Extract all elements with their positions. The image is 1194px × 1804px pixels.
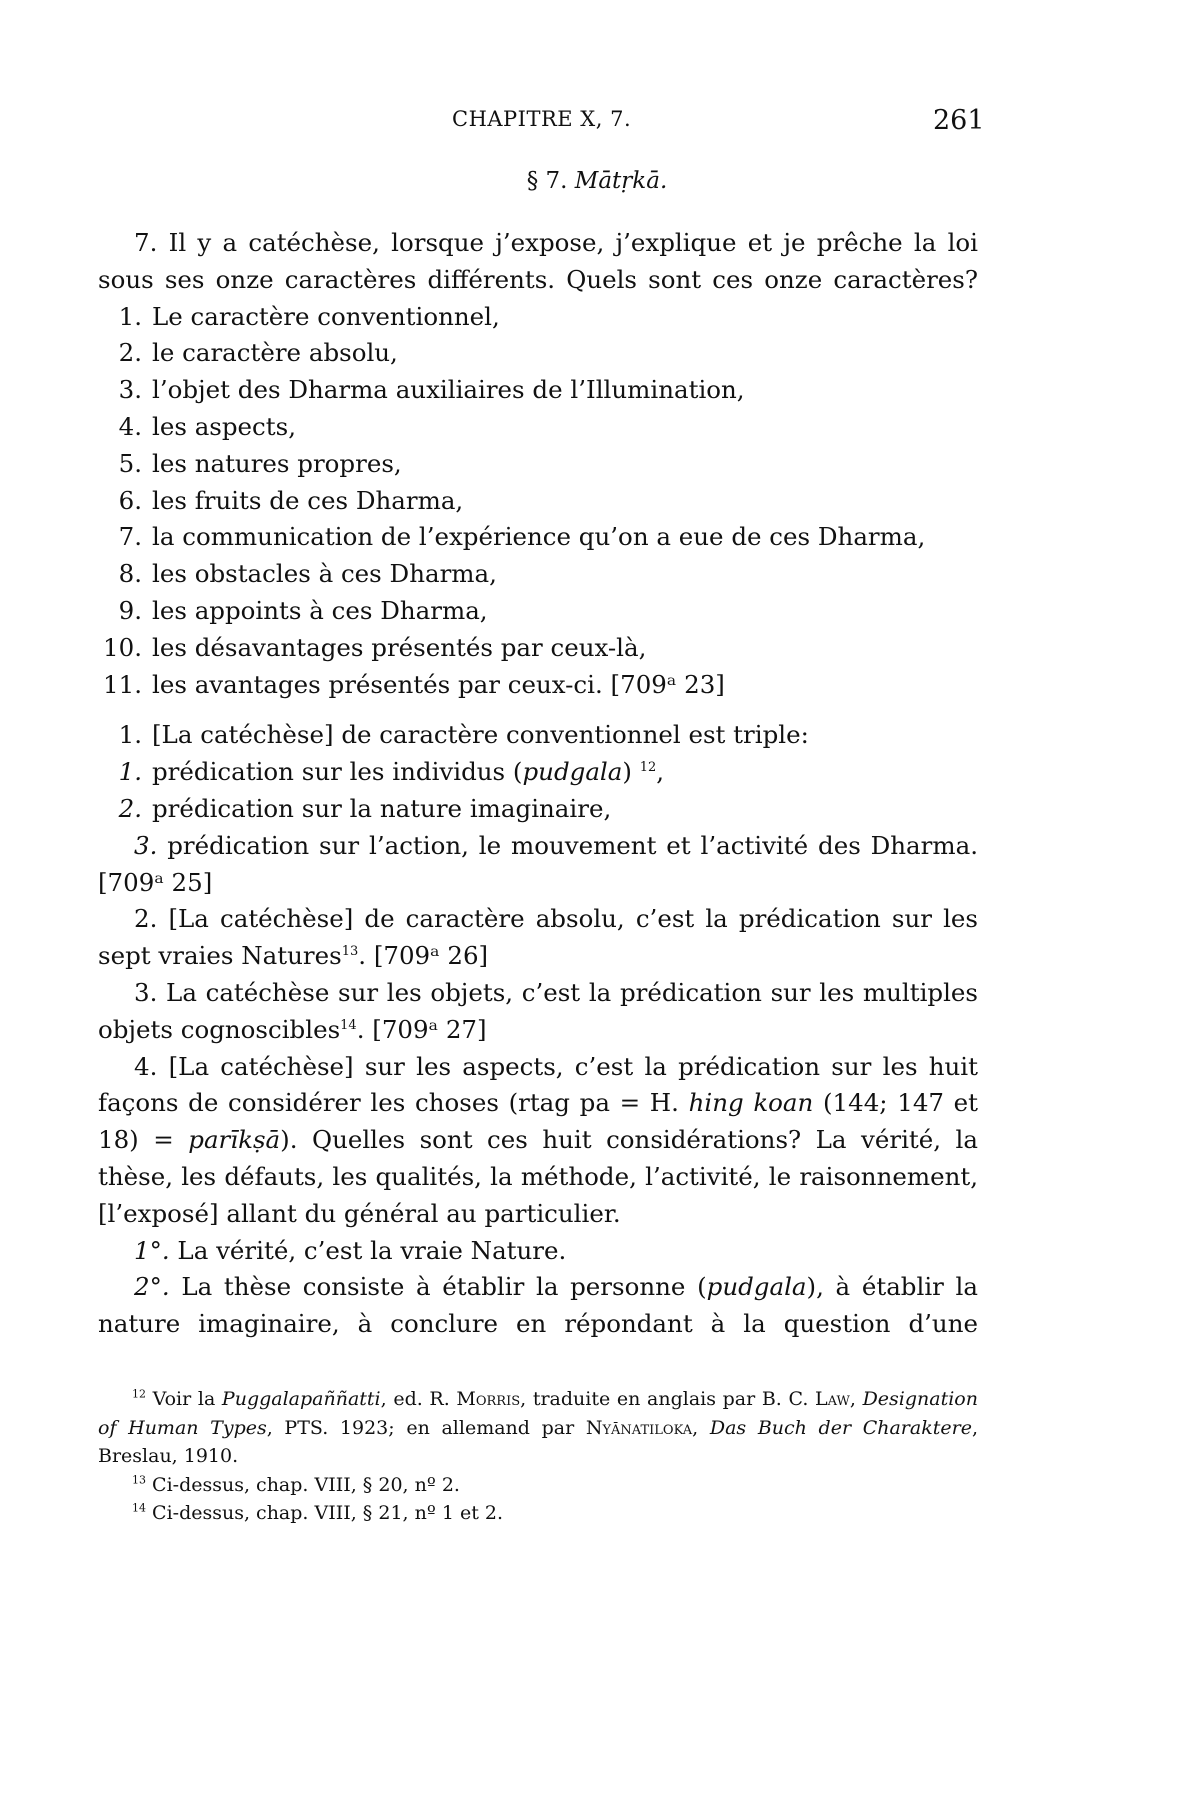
footnote-reference[interactable]: 14 [340,1017,357,1033]
conventional-list [98,717,978,827]
text-run: , [656,757,665,787]
list-item [98,791,978,828]
list-item [98,717,978,754]
list-number: 2. [118,793,142,823]
list-item [98,335,978,372]
italic-term: Designation of Human Types [98,1388,978,1439]
list-text: les natures propres, [152,448,402,478]
italic-term: pudgala [522,757,623,787]
footnote-mark: 13 [132,1473,146,1487]
text-run: Voir la [146,1388,222,1410]
italic-term: parīkṣā [188,1125,281,1155]
running-head [0,105,1194,145]
text-run: La vérité, c’est la vraie Nature. [169,1235,567,1265]
footnote-12 [98,1385,978,1471]
list-text: les aspects, [152,411,296,441]
list-number: 8. [118,559,142,589]
text-run: ) [622,757,640,787]
list-text: les avantages présentés par ceux-ci. [709ᵃ 23] [152,669,725,699]
list-number: 5. [118,448,142,478]
text-run: La thèse consiste à établir la personne ( [169,1272,707,1302]
list-number: 11. [103,669,142,699]
list-number: 10. [103,632,142,662]
text-run: , Breslau, 1910. [98,1416,978,1467]
list-item [98,667,978,704]
list-number: 9. [118,595,142,625]
author-name: Nyānatiloka [585,1416,693,1439]
thesis-paragraph [98,1269,978,1343]
main-text [98,225,978,1343]
list-text: les appoints à ces Dharma, [152,595,488,625]
footnote-reference[interactable]: 12 [639,760,657,775]
list-number: 6. [118,485,142,515]
text-run: . [709ᵃ 26] [358,941,489,971]
text-run: , [849,1388,863,1410]
page-number: 261 [933,105,985,136]
running-title: CHAPITRE X, 7. [452,107,632,131]
list-number: 3. [118,375,142,405]
list-text [152,754,664,791]
conventional-sub3 [98,828,978,902]
section-heading [0,168,1194,194]
item-number: 2°. [134,1272,170,1302]
list-text: les fruits de ces Dharma, [152,485,464,515]
list-number: 7. [118,522,142,552]
item-number: 1°. [134,1235,170,1265]
list-item [98,556,978,593]
list-text: les désavantages présentés par ceux-là, [152,632,647,662]
list-number: 3. [134,830,158,860]
italic-term: pudgala [706,1272,807,1302]
absolute-paragraph [98,901,978,975]
footnote-mark: 14 [132,1501,146,1515]
intro-paragraph [98,225,978,299]
intro-text: Il y a catéchèse, lorsque j’expose, j’explique et je prêche la loi sous ses onze caractères différents. Quels sont ces onze caractères? [98,228,978,294]
text-run: 2. [La catéchèse] de caractère absolu, c’est la prédication sur les sept vraies Natures [98,904,978,971]
text-run: , ed. [380,1388,430,1410]
text-run: Ci-dessus, chap. VIII, § 21, nº 1 et 2. [146,1502,503,1524]
section-title: Mātṛkā. [574,168,668,194]
list-text: Le caractère conventionnel, [152,301,500,331]
list-item [98,446,978,483]
list-text: prédication sur l’action, le mouvement et l’activité des Dharma. [709ᵃ 25] [98,830,978,897]
list-number: 2. [118,338,142,368]
intro-number: 7. [134,228,158,257]
footnote-13 [98,1471,978,1500]
list-number: 1. [118,757,142,787]
text-run: , traduite en anglais par [520,1388,762,1410]
italic-term: hing koan [688,1088,814,1118]
text-run: ). Quelles sont ces huit considérations? La vérité, la thèse, les défauts, les qualités, la méthode, l’activité, le raisonnement, [l’exposé] allant du général au particulier. [98,1125,978,1228]
footnote-mark: 12 [132,1387,146,1401]
list-number: 1. [118,301,142,331]
text-run: 3. La catéchèse sur les objets, c’est la prédication sur les multiples objets cognoscibles [98,977,978,1044]
text-run: 4. [La catéchèse] sur les aspects, c’est la prédication sur les huit façons de considérer les choses (rtag pa = H. [98,1051,978,1118]
list-item [98,372,978,409]
list-number: 4. [118,411,142,441]
footnote-14 [98,1499,978,1528]
list-text: les obstacles à ces Dharma, [152,559,497,589]
list-item [98,519,978,556]
text-run: Ci-dessus, chap. VIII, § 20, nº 2. [146,1473,460,1496]
truth-paragraph [98,1233,978,1270]
list-item [98,754,978,791]
list-item [98,630,978,667]
paragraph-gap [98,703,978,717]
aspects-paragraph [98,1049,978,1233]
section-prefix: § 7. [526,168,575,194]
list-text: l’objet des Dharma auxiliaires de l’Illumination, [152,375,745,405]
objects-paragraph [98,975,978,1049]
text-run: , [692,1416,710,1439]
text-run: , PTS. 1923; en allemand par [266,1416,586,1439]
text-run: (144; 147 et 18) = [98,1088,978,1155]
list-item [98,409,978,446]
author-name: B. C. Law [761,1388,850,1410]
list-item [98,299,978,336]
italic-term: Puggalapaññatti [221,1388,381,1410]
list-text: la communication de l’expérience qu’on a eue de ces Dharma, [152,522,926,552]
text-run: prédication sur les individus ( [152,757,523,787]
list-text: prédication sur la nature imaginaire, [152,793,612,823]
italic-term: Das Buch der Charaktere [709,1416,972,1439]
footnote-reference[interactable]: 13 [341,943,359,959]
footnotes [98,1385,978,1528]
author-name: R. Morris [429,1388,521,1410]
list-item [98,483,978,520]
list-text: le caractère absolu, [152,338,398,368]
text-run: . [709ᵃ 27] [356,1014,487,1044]
characters-list [98,299,978,704]
list-text: [La catéchèse] de caractère conventionnel est triple: [152,720,809,750]
list-number: 1. [118,720,142,750]
list-item [98,593,978,630]
text-run: ), à établir la nature imaginaire, à conclure en répondant à la question d’une [98,1272,978,1339]
